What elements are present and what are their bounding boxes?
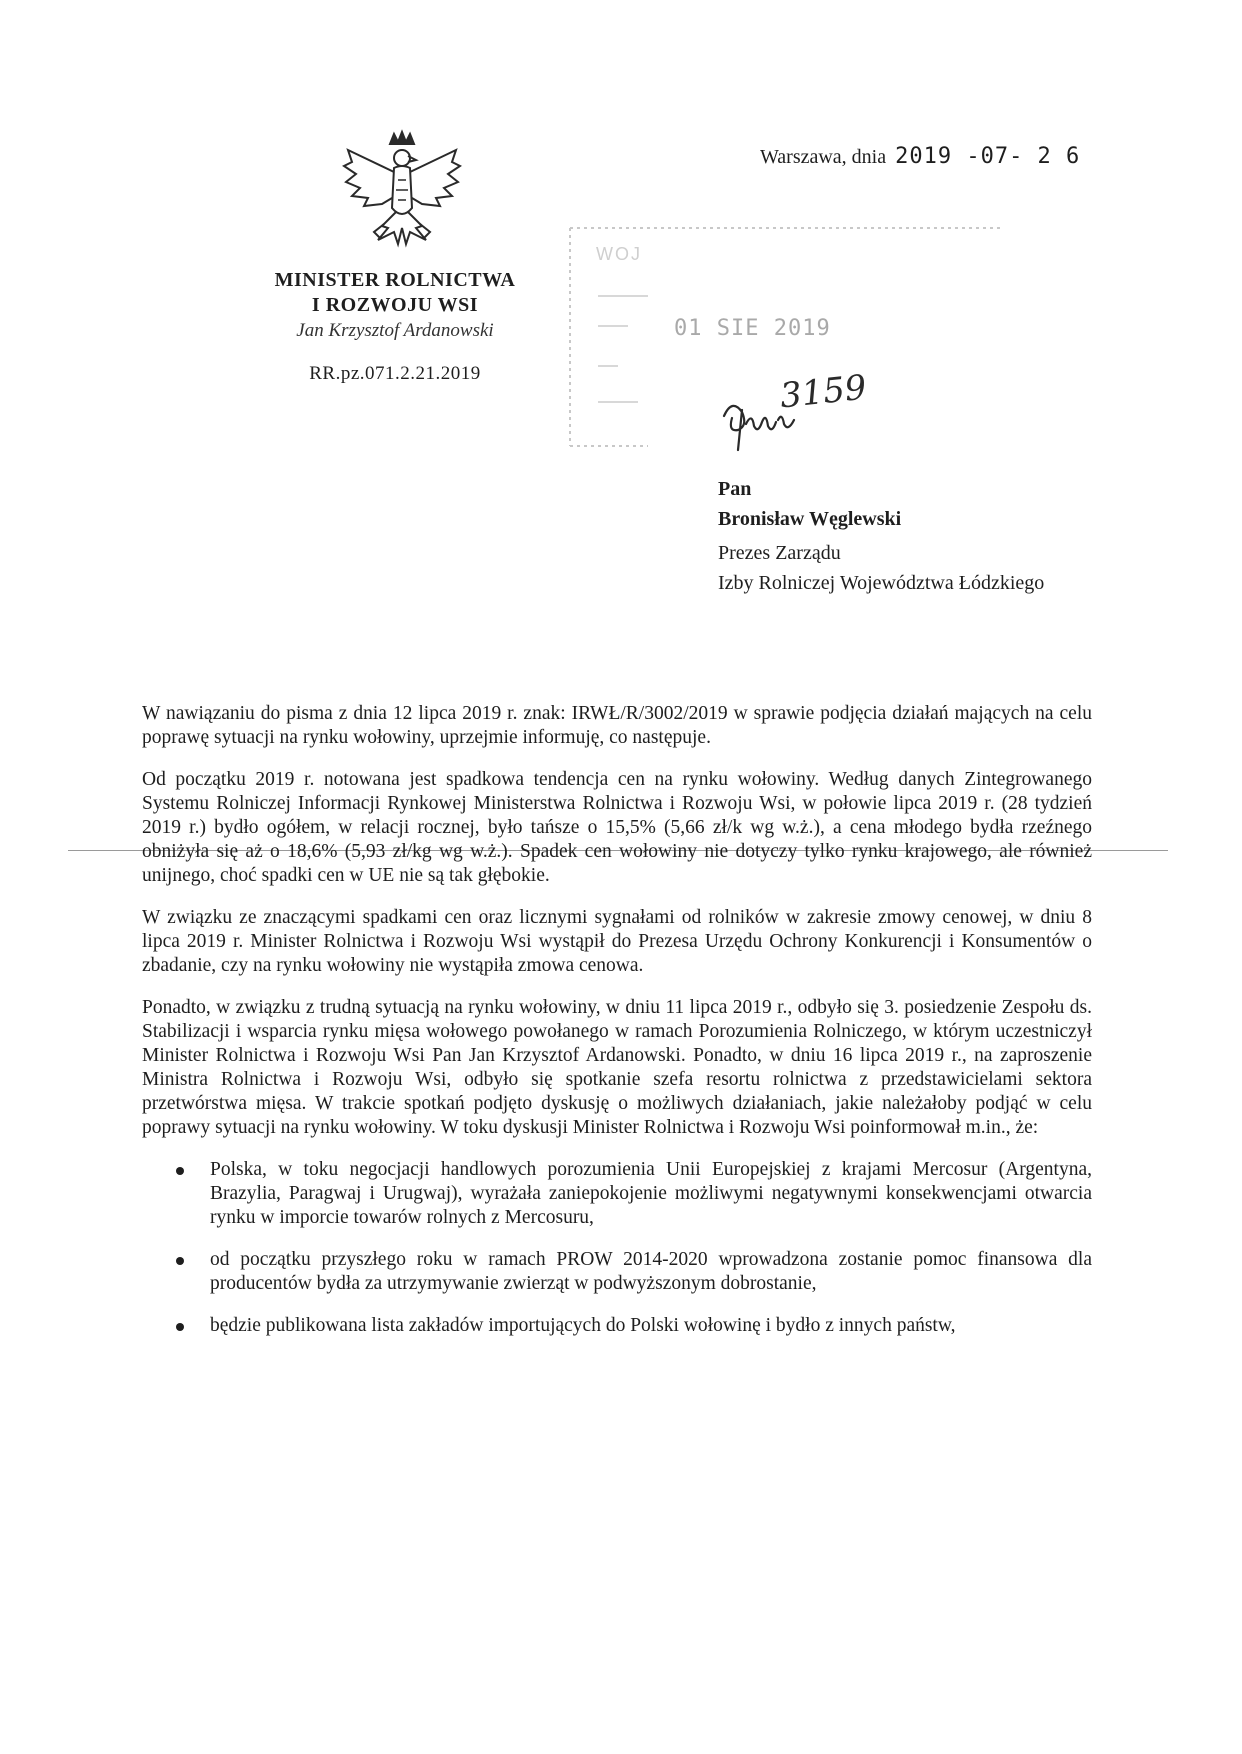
recipient-title: Prezes Zarządu [718,542,841,564]
date-stamp-value: 2019 -07- 2 6 [895,144,1081,169]
list-item-text: od początku przyszłego roku w ramach PROW 2014-2020 wprowadzona zostanie pomoc finansowa dla producentów bydła za utrzymywanie zwierząt w podwyższonym dobrostanie, [210,1249,1092,1294]
recipient-block [718,474,1044,598]
bullet-dot-icon [176,1323,184,1331]
authority-title-line-1: MINISTER ROLNICTWA [274,269,516,291]
issuing-authority-block [240,268,550,385]
polish-white-eagle-emblem-icon [338,128,466,260]
stamp-received-date: 01 SIE 2019 [674,316,831,341]
recipient-organization: Izby Rolniczej Województwa Łódzkiego [718,572,1045,594]
letter-body [142,702,1092,1356]
body-paragraph: Ponadto, w związku z trudną sytuacją na rynku wołowiny, w dniu 11 lipca 2019 r., odbyło się 3. posiedzenie Zespołu ds. Stabilizacji i wsparcia rynku mięsa wołowego powołanego w ramach Porozumienia Rolniczego, w którym uczestniczył Minister Rolnictwa i Rozwoju Wsi Pan Jan Krzysztof Ardanowski. Ponadto, w dniu 16 lipca 2019 r., na zaproszenie Ministra Rolnictwa i Rozwoju Wsi, odbyło się spotkanie szefa resortu rolnictwa z przedstawicielami sektora przetwórstwa mięsa. W trakcie spotkań podjęto dyskusję o możliwych działaniach, jakie należałoby podjąć w celu poprawy sytuacji na rynku wołowiny. W toku dyskusji Minister Rolnictwa i Rozwoju Wsi poinformował m.in., że: [142,997,1092,1138]
case-reference: RR.pz.071.2.21.2019 [309,363,481,384]
bullet-dot-icon [176,1167,184,1175]
date-prefix: Warszawa, dnia [760,146,887,168]
stamp-faint-header: WOJ [596,244,642,264]
list-item-text: będzie publikowana lista zakładów importujących do Polski wołowinę i bydło z innych państw, [210,1315,956,1336]
list-item [142,1314,1092,1338]
recipient-salutation: Pan [718,478,752,500]
place-date-line [760,144,1080,169]
minister-name: Jan Krzysztof Ardanowski [296,320,494,341]
body-paragraph: Od początku 2019 r. notowana jest spadkowa tendencja cen na rynku wołowiny. Według danych Zintegrowanego Systemu Rolniczej Informacji Rynkowej Ministerstwa Rolnictwa i Rozwoju Wsi, w połowie lipca 2019 r. (28 tydzień 2019 r.) bydło ogółem, w relacji rocznej, było tańsze o 15,5% (5,66 zł/k wg w.ż.), a cena młodego bydła rzeźnego obniżyła się aż o 18,6% (5,93 zł/kg wg w.ż.). Spadek cen wołowiny nie dotyczy tylko rynku krajowego, ale również unijnego, choć spadki cen w UE nie są tak głębokie. [142,769,1092,886]
handwritten-registration-number: 3159 [778,367,869,417]
body-paragraph: W związku ze znaczącymi spadkami cen oraz licznymi sygnałami od rolników w zakresie zmowy cenowej, w dniu 8 lipca 2019 r. Minister Rolnictwa i Rozwoju Wsi wystąpił do Prezesa Urzędu Ochrony Konkurencji i Konsumentów o zbadanie, czy na rynku wołowiny nie wystąpiła zmowa cenowa. [142,907,1092,976]
bullet-dot-icon [176,1257,184,1265]
measures-list [142,1158,1092,1338]
list-item [142,1158,1092,1230]
list-item [142,1248,1092,1296]
list-item-text: Polska, w toku negocjacji handlowych porozumienia Unii Europejskiej z krajami Mercosur (Argentyna, Brazylia, Paragwaj i Urugwaj), wyrażała zaniepokojenie możliwymi negatywnymi konsekwencjami otwarcia rynku w imporcie towarów rolnych z Mercosuru, [210,1159,1092,1228]
body-paragraph: W nawiązaniu do pisma z dnia 12 lipca 2019 r. znak: IRWŁ/R/3002/2019 w sprawie podjęcia działań mających na celu poprawę sytuacji na rynku wołowiny, uprzejmie informuję, co następuje. [142,703,1092,748]
recipient-name: Bronisław Węglewski [718,508,902,530]
authority-title-line-2: I ROZWOJU WSI [311,294,479,316]
